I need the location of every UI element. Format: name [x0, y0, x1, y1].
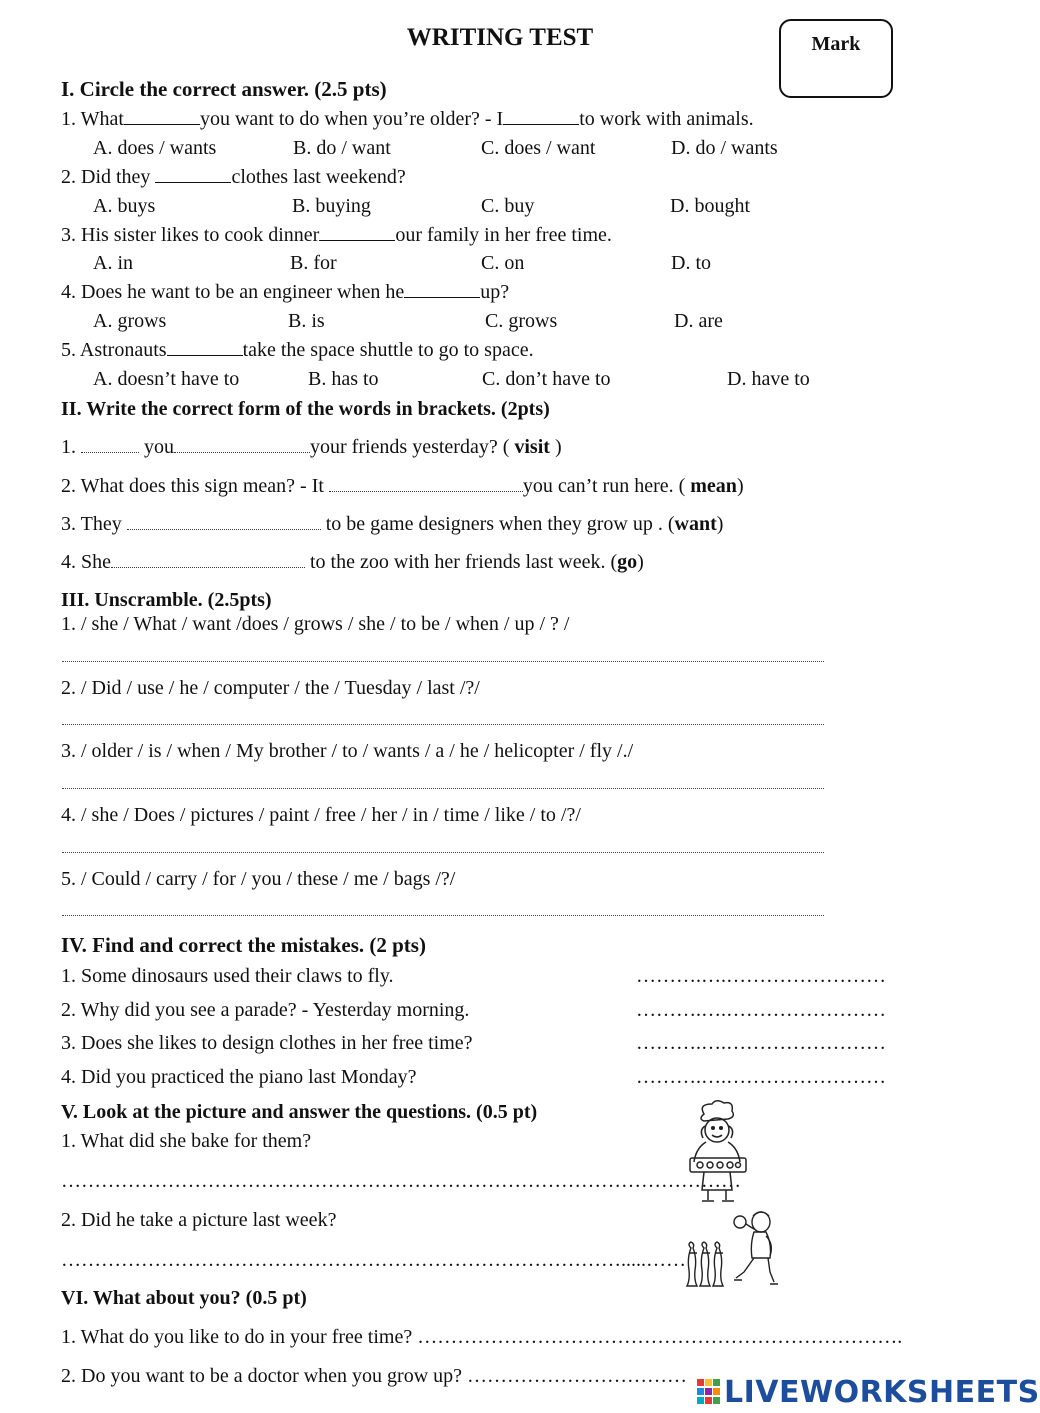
- s1-q3-option-c[interactable]: C. on: [481, 252, 525, 274]
- liveworksheets-logo-icon: [697, 1379, 721, 1405]
- s6-answer-line-2[interactable]: ……………………………: [467, 1365, 688, 1387]
- answer-blank[interactable]: [404, 281, 480, 298]
- s3-item-2: 2. / Did / use / he / computer / the / Tuesday / last /?/: [61, 677, 480, 699]
- s3-item-4: 4. / she / Does / pictures / paint / free / her / in / time / like / to /?/: [61, 804, 581, 826]
- section-5-heading: V. Look at the picture and answer the questions. (0.5 pt): [61, 1101, 538, 1123]
- answer-blank[interactable]: [124, 108, 200, 125]
- s4-item-4: 4. Did you practiced the piano last Monday?: [61, 1066, 417, 1088]
- s3-item-5: 5. / Could / carry / for / you / these / me / bags /?/: [61, 868, 456, 890]
- answer-line[interactable]: [62, 661, 824, 662]
- s1-q5-option-d[interactable]: D. have to: [727, 368, 810, 390]
- s1-q5-option-c[interactable]: C. don’t have to: [482, 368, 611, 390]
- s4-item-3: 3. Does she likes to design clothes in her free time?: [61, 1032, 473, 1054]
- s5-answer-line-1[interactable]: …………………………………………………………………………………………: [61, 1170, 741, 1192]
- answer-blank[interactable]: [174, 438, 310, 453]
- s1-q4-option-d[interactable]: D. are: [674, 310, 723, 332]
- mark-label: Mark: [811, 33, 861, 55]
- s1-q1-option-a[interactable]: A. does / wants: [93, 137, 217, 159]
- s5-question-1: 1. What did she bake for them?: [61, 1130, 312, 1152]
- s2-question-4: 4. She to the zoo with her friends last week. (go): [61, 551, 644, 573]
- s1-question-5: 5. Astronauts take the space shuttle to go to space.: [61, 339, 534, 361]
- s1-q2-option-a[interactable]: A. buys: [93, 195, 156, 217]
- answer-blank[interactable]: [319, 224, 395, 241]
- s1-question-3: 3. His sister likes to cook dinner our family in her free time.: [61, 224, 612, 246]
- s4-answer-line-4[interactable]: ……….….……………………: [636, 1066, 886, 1088]
- baker-girl-image: [684, 1100, 750, 1204]
- s1-q3-option-a[interactable]: A. in: [93, 252, 133, 274]
- s1-q2-option-c[interactable]: C. buy: [481, 195, 535, 217]
- s1-q4-option-b[interactable]: B. is: [288, 310, 325, 332]
- s5-answer-line-2[interactable]: ………………………………………………………………………….....……: [61, 1249, 686, 1271]
- answer-line[interactable]: [62, 724, 824, 725]
- answer-blank[interactable]: [503, 108, 579, 125]
- answer-blank[interactable]: [81, 438, 139, 453]
- s1-q5-option-b[interactable]: B. has to: [308, 368, 379, 390]
- s1-question-1: 1. What you want to do when you’re older? - I to work with animals.: [61, 108, 754, 130]
- answer-line[interactable]: [62, 852, 824, 853]
- s1-q4-option-c[interactable]: C. grows: [485, 310, 558, 332]
- s1-q1-option-b[interactable]: B. do / want: [293, 137, 391, 159]
- answer-line[interactable]: [62, 788, 824, 789]
- s4-answer-line-2[interactable]: ……….….……………………: [636, 999, 886, 1021]
- mark-box: [779, 19, 893, 98]
- s6-question-1: 1. What do you like to do in your free time? ……………………………………………………………….: [61, 1326, 903, 1348]
- s4-answer-line-3[interactable]: ……….….……………………: [636, 1032, 886, 1054]
- section-2-heading: II. Write the correct form of the words in brackets. (2pts): [61, 398, 550, 420]
- s1-q4-option-a[interactable]: A. grows: [93, 310, 167, 332]
- s1-q5-option-a[interactable]: A. doesn’t have to: [93, 368, 240, 390]
- s5-question-2: 2. Did he take a picture last week?: [61, 1209, 337, 1231]
- s4-item-1: 1. Some dinosaurs used their claws to fly.: [61, 965, 394, 987]
- answer-blank[interactable]: [155, 166, 231, 183]
- s6-question-2: 2. Do you want to be a doctor when you grow up? ……………………………: [61, 1365, 688, 1387]
- s1-q3-option-b[interactable]: B. for: [290, 252, 337, 274]
- answer-blank[interactable]: [111, 553, 305, 568]
- s1-question-2: 2. Did they clothes last weekend?: [61, 166, 406, 188]
- s2-question-1: 1. you your friends yesterday? ( visit ): [61, 436, 562, 458]
- section-6-heading: VI. What about you? (0.5 pt): [61, 1287, 307, 1309]
- s1-question-4: 4. Does he want to be an engineer when he up?: [61, 281, 510, 303]
- s4-answer-line-1[interactable]: ……….….……………………: [636, 965, 886, 987]
- s1-q1-option-c[interactable]: C. does / want: [481, 137, 596, 159]
- s1-q2-option-d[interactable]: D. bought: [670, 195, 750, 217]
- section-4-heading: IV. Find and correct the mistakes. (2 pts): [61, 933, 426, 957]
- answer-line[interactable]: [62, 915, 824, 916]
- liveworksheets-brand[interactable]: LIVEWORKSHEETS: [724, 1375, 1040, 1410]
- s1-q1-option-d[interactable]: D. do / wants: [671, 137, 778, 159]
- answer-blank[interactable]: [127, 515, 321, 530]
- boy-bowling-image: [684, 1208, 784, 1288]
- s3-item-3: 3. / older / is / when / My brother / to / wants / a / he / helicopter / fly /./: [61, 740, 634, 762]
- s3-item-1: 1. / she / What / want /does / grows / she / to be / when / up / ? /: [61, 613, 570, 635]
- s1-q2-option-b[interactable]: B. buying: [292, 195, 371, 217]
- answer-blank[interactable]: [329, 477, 523, 492]
- page-title: WRITING TEST: [406, 24, 594, 51]
- s4-item-2: 2. Why did you see a parade? - Yesterday morning.: [61, 999, 470, 1021]
- s6-answer-line-1[interactable]: ……………………………………………………………….: [417, 1326, 903, 1348]
- s1-q3-option-d[interactable]: D. to: [671, 252, 711, 274]
- s2-question-3: 3. They to be game designers when they grow up . (want): [61, 513, 724, 535]
- section-1-heading: I. Circle the correct answer. (2.5 pts): [61, 77, 387, 101]
- s2-question-2: 2. What does this sign mean? - It you can’t run here. ( mean): [61, 475, 744, 497]
- section-3-heading: III. Unscramble. (2.5pts): [61, 589, 272, 611]
- answer-blank[interactable]: [167, 339, 243, 356]
